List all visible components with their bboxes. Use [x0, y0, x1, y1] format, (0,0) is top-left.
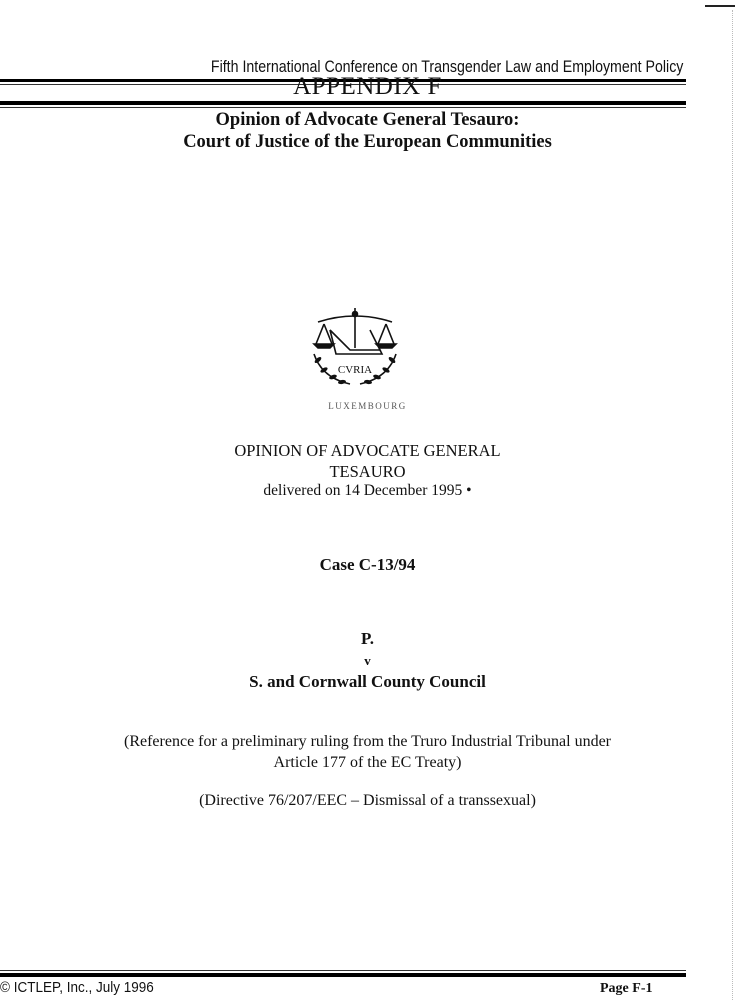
reference-line-2: Article 177 of the EC Treaty) [273, 754, 462, 771]
appendix-heading: APPENDIX F [293, 73, 442, 100]
opinion-title-line-1: OPINION OF ADVOCATE GENERAL [234, 441, 501, 460]
page-number: Page F-1 [600, 981, 653, 996]
directive: (Directive 76/207/EEC – Dismissal of a transsexual) [199, 792, 536, 809]
appendix-rule-thick [0, 101, 686, 105]
court-of-justice-seal-icon [300, 300, 410, 392]
conference-title: Fifth International Conference on Transgender Law and Employment Policy [210, 58, 683, 76]
case-number: Case C-13/94 [319, 555, 416, 574]
appendix-rule-thin [0, 107, 686, 108]
subtitle-line-1: Opinion of Advocate General Tesauro: [215, 110, 520, 130]
scan-mark [705, 5, 735, 7]
footer-rule-thin [0, 970, 686, 971]
seal-motto: CVRIA [337, 364, 373, 376]
footer-copyright: © ICTLEP, Inc., July 1996 [0, 979, 154, 996]
defendant: S. and Cornwall County Council [249, 672, 486, 691]
scan-edge [731, 10, 733, 1000]
court-seal [300, 300, 410, 392]
delivered-date: delivered on 14 December 1995 • [263, 482, 472, 499]
footer-rule-thick [0, 973, 686, 977]
versus: v [364, 653, 371, 668]
subtitle-line-2: Court of Justice of the European Communities [183, 132, 552, 152]
plaintiff: P. [360, 629, 375, 648]
opinion-title-line-2: TESAURO [329, 462, 406, 481]
reference-line-1: (Reference for a preliminary ruling from the Truro Industrial Tribunal under [124, 733, 611, 750]
seal-city: LUXEMBOURG [328, 401, 407, 411]
